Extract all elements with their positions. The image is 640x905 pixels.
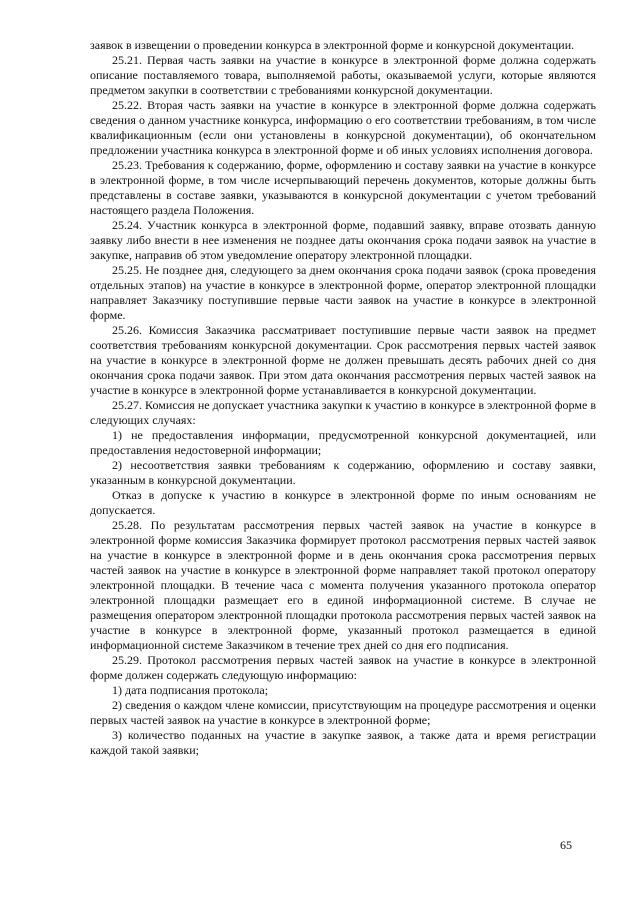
paragraph-25-29: 25.29. Протокол рассмотрения первых частей заявок на участие в конкурсе в электронной форме должен содержать следующую информацию:	[90, 653, 596, 682]
page-number: 65	[560, 838, 572, 852]
paragraph-25-27: 25.27. Комиссия не допускает участника закупки к участию в конкурсе в электронной форме в следующих случаях:	[90, 398, 596, 427]
document-body	[90, 38, 596, 758]
protocol-item-1: 1) дата подписания протокола;	[112, 683, 269, 697]
protocol-item-2: 2) сведения о каждом члене комиссии, присутствующим на процедуре рассмотрения и оценки первых частей заявок на участие в конкурсе в электронной форме;	[90, 698, 596, 727]
paragraph-refusal: Отказ в допуске к участию в конкурсе в электронной форме по иным основаниям не допускается.	[90, 488, 596, 517]
paragraph-25-23: 25.23. Требования к содержанию, форме, оформлению и составу заявки на участие в конкурсе в электронной форме, в том числе исчерпывающий перечень документов, которые должны быть представлены в составе заявки, указываются в конкурсной документации с учетом требований настоящего раздела Положения.	[90, 158, 596, 217]
paragraph-25-21: 25.21. Первая часть заявки на участие в конкурсе в электронной форме должна содержать описание поставляемого товара, выполняемой работы, оказываемой услуги, которые являются предметом закупки в соответствии с требованиями конкурсной документации.	[90, 53, 596, 97]
list-item-2: 2) несоответствия заявки требованиям к содержанию, оформлению и составу заявки, указанным в конкурсной документации.	[90, 458, 596, 487]
paragraph-25-24: 25.24. Участник конкурса в электронной форме, подавший заявку, вправе отозвать данную заявку либо внести в нее изменения не позднее даты окончания срока подачи заявок на участие в закупке, направив об этом уведомление оператору электронной площадки.	[90, 218, 596, 262]
paragraph-25-22: 25.22. Вторая часть заявки на участие в конкурсе в электронной форме должна содержать сведения о данном участнике конкурса, информацию о его соответствии требованиям, в том числе квалификационным (если они установлены в конкурсной документации), об окончательном предложении участника конкурса в электронной форме и об иных условиях исполнения договора.	[90, 98, 596, 157]
paragraph-25-28: 25.28. По результатам рассмотрения первых частей заявок на участие в конкурсе в электронной форме комиссия Заказчика формирует протокол рассмотрения первых частей заявок на участие в конкурсе в электронной форме и в день окончания срока рассмотрения первых частей заявок на участие в конкурсе в электронной форме направляет такой протокол оператору электронной площадки. В течение часа с момента получения указанного протокола оператор электронной площадки размещает его в единой информационной системе. В случае не размещения оператором электронной площадки протокола рассмотрения первых частей заявок на участие в конкурсе в электронной форме, указанный протокол размещается в единой информационной системе Заказчиком в течение трех дней со дня его подписания.	[90, 518, 596, 652]
paragraph-25-25: 25.25. Не позднее дня, следующего за днем окончания срока подачи заявок (срока проведения отдельных этапов) на участие в конкурсе в электронной форме, оператор электронной площадки направляет Заказчику поступившие первые части заявок на участие в конкурсе в электронной форме.	[90, 263, 596, 322]
list-item-1: 1) не предоставления информации, предусмотренной конкурсной документацией, или предоставления недостоверной информации;	[90, 428, 596, 457]
paragraph-25-26: 25.26. Комиссия Заказчика рассматривает поступившие первые части заявок на предмет соответствия требованиям конкурсной документации. Срок рассмотрения первых частей заявок на участие в конкурсе в электронной форме не должен превышать десять рабочих дней со дня окончания срока подачи заявок. При этом дата окончания рассмотрения первых частей заявок на участие в конкурсе в электронной форме устанавливается в конкурсной документации.	[90, 323, 596, 397]
protocol-item-3: 3) количество поданных на участие в закупке заявок, а также дата и время регистрации каждой такой заявки;	[90, 728, 596, 757]
paragraph-continuation: заявок в извещении о проведении конкурса в электронной форме и конкурсной документации.	[90, 38, 575, 52]
